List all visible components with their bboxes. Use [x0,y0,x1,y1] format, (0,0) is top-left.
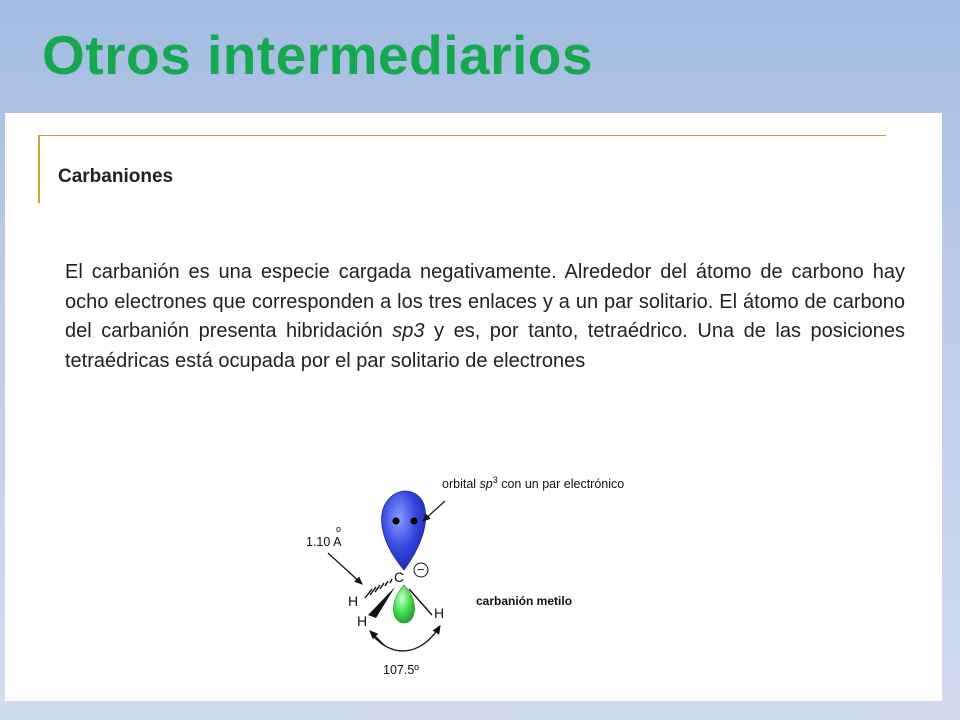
angstrom-ring: o [336,524,342,534]
bond-length-label: 1.10 A [306,535,342,549]
lone-pair-electron [411,518,418,525]
orbital-label: orbital $sp^3$ con un par electrónico [442,475,625,492]
charge-sign: − [417,562,425,577]
sp3-orbital-lobe [382,491,426,570]
hydrogen-front-label: H [357,613,368,629]
hybridization-term: sp3 [392,320,425,342]
orbital-pointer-arrow [423,501,445,521]
bond-length-arrow [328,553,362,584]
carbanion-diagram-svg [295,463,695,693]
paragraph-text-2: y es, por tanto, tetraédrico. Una de las posiciones tetraédricas está ocupada por el par solitario de electrones [65,320,906,372]
bond-angle-label: 107.5º [383,663,419,677]
section-title: Carbaniones [58,166,174,187]
carbon-atom-label: C [394,569,405,585]
body-paragraph [65,258,905,376]
section-accent-bar [38,135,40,203]
bond-angle-arc [371,626,440,651]
paragraph-text-1: El carbanión es una especie cargada negativamente. Alrededor del átomo de carbono hay ocho electrones que corresponden a los tres enlaces y a un par solitario. El átomo de carbono del carbanión presenta hibridación [65,261,905,342]
content-panel [5,113,942,701]
hydrogen-left-label: H [348,593,359,609]
molecule-name-label: carbanión metilo [476,594,573,608]
slide-title: Otros intermediarios [42,24,593,86]
lone-pair-electron [393,518,400,525]
section-divider [38,135,886,136]
hydrogen-right-label: H [434,605,445,621]
carbanion-diagram [295,463,695,693]
